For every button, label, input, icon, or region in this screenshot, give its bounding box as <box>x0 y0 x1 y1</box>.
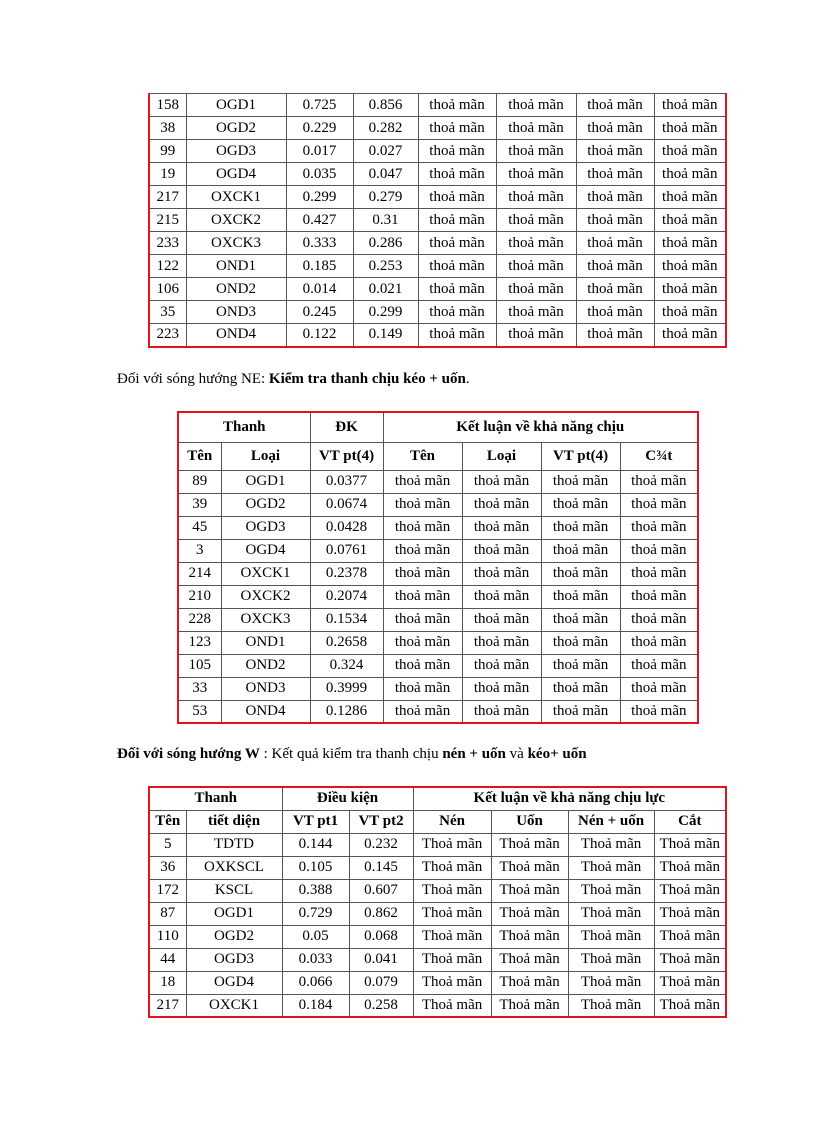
paragraph-ne <box>117 371 470 388</box>
table-cell: 0.068 <box>349 925 413 948</box>
t3-group-thanh: Thanh <box>149 787 282 810</box>
table-cell: thoả mãn <box>462 539 541 562</box>
table-cell: Thoả mãn <box>654 902 726 925</box>
t2-col-ten: Tên <box>178 442 221 470</box>
table-cell: thoả mãn <box>383 677 462 700</box>
table-cell: 33 <box>178 677 221 700</box>
table-cell: thoả mãn <box>620 654 698 677</box>
table-cell: 0.245 <box>286 301 353 324</box>
table-row <box>149 232 726 255</box>
table-cell: 106 <box>149 278 186 301</box>
table-cell: 0.3999 <box>310 677 383 700</box>
table-cell: thoả mãn <box>496 324 576 347</box>
table-cell: 0.324 <box>310 654 383 677</box>
table-cell: thoả mãn <box>496 117 576 140</box>
table-cell: 0.105 <box>282 856 349 879</box>
table-cell: 5 <box>149 833 186 856</box>
table-cell: OGD4 <box>221 539 310 562</box>
table-cell: 0.035 <box>286 163 353 186</box>
table-cell: 0.1286 <box>310 700 383 723</box>
table-cell: 214 <box>178 562 221 585</box>
table-cell: 87 <box>149 902 186 925</box>
table-cell: Thoả mãn <box>413 856 491 879</box>
table-cell: thoả mãn <box>654 278 726 301</box>
table-cell: thoả mãn <box>383 631 462 654</box>
table-cell: thoả mãn <box>576 163 654 186</box>
t3-col-uon: Uốn <box>491 810 568 833</box>
table-cell: 0.184 <box>282 994 349 1017</box>
table-cell: thoả mãn <box>462 562 541 585</box>
table-cell: 0.021 <box>353 278 418 301</box>
table-row <box>178 493 698 516</box>
table-cell: thoả mãn <box>462 654 541 677</box>
table-cell: 0.725 <box>286 94 353 117</box>
table-row <box>149 324 726 347</box>
table-cell: 0.299 <box>353 301 418 324</box>
table-cell: 0.388 <box>282 879 349 902</box>
table-cell: 38 <box>149 117 186 140</box>
table-cell: 228 <box>178 608 221 631</box>
table-cell: 0.027 <box>353 140 418 163</box>
table-cell: 217 <box>149 994 186 1017</box>
table-cell: thoả mãn <box>654 232 726 255</box>
table-row <box>149 925 726 948</box>
table-cell: 0.253 <box>353 255 418 278</box>
table-cell: thoả mãn <box>541 608 620 631</box>
t3-col-nen: Nén <box>413 810 491 833</box>
t2-col-vtpt4-2: VT pt(4) <box>541 442 620 470</box>
t3-col-vtpt1: VT pt1 <box>282 810 349 833</box>
table-cell: 158 <box>149 94 186 117</box>
table-cell: 19 <box>149 163 186 186</box>
table-cell: 0.017 <box>286 140 353 163</box>
para-w-bold1: Đối với sóng hướng W <box>117 746 260 762</box>
table-cell: OGD3 <box>186 140 286 163</box>
table-cell: thoả mãn <box>654 117 726 140</box>
table-cell: thoả mãn <box>620 631 698 654</box>
para-ne-bold: Kiểm tra thanh chịu kéo + uốn <box>268 371 466 387</box>
table-cell: Thoả mãn <box>654 994 726 1017</box>
table-cell: 0.145 <box>349 856 413 879</box>
t3-col-cat: Cắt <box>654 810 726 833</box>
table-cell: 39 <box>178 493 221 516</box>
table-cell: OND2 <box>186 278 286 301</box>
table-cell: thoả mãn <box>462 585 541 608</box>
t2-group-thanh: Thanh <box>178 412 310 442</box>
table-cell: thoả mãn <box>576 209 654 232</box>
table-cell: OGD1 <box>221 470 310 493</box>
table-cell: KSCL <box>186 879 282 902</box>
table-cell: thoả mãn <box>418 140 496 163</box>
table-cell: 35 <box>149 301 186 324</box>
table-cell: 44 <box>149 948 186 971</box>
table-cell: OGD2 <box>186 117 286 140</box>
table-cell: 89 <box>178 470 221 493</box>
table-cell: thoả mãn <box>383 470 462 493</box>
table-cell: 36 <box>149 856 186 879</box>
t3-col-tietdien: tiết diện <box>186 810 282 833</box>
table-row <box>149 94 726 117</box>
table-cell: Thoả mãn <box>654 948 726 971</box>
table-cell: 0.729 <box>282 902 349 925</box>
table-row <box>178 677 698 700</box>
table-cell: thoả mãn <box>654 301 726 324</box>
para-ne-prefix: Đối với sóng hướng NE: <box>117 371 269 387</box>
table-cell: thoả mãn <box>654 186 726 209</box>
table-cell: 0.079 <box>349 971 413 994</box>
table-cell: thoả mãn <box>462 516 541 539</box>
table-cell: thoả mãn <box>576 301 654 324</box>
t3-group-dieukien: Điều kiện <box>282 787 413 810</box>
table-cell: thoả mãn <box>418 301 496 324</box>
para-w-mid: : Kết quả kiểm tra thanh chịu <box>259 746 443 762</box>
table-cell: Thoả mãn <box>491 856 568 879</box>
table-cell: thoả mãn <box>541 493 620 516</box>
table-cell: 0.333 <box>286 232 353 255</box>
table-cell: thoả mãn <box>576 255 654 278</box>
table-cell: 0.122 <box>286 324 353 347</box>
table-cell: 210 <box>178 585 221 608</box>
table-cell: thoả mãn <box>418 94 496 117</box>
table-cell: 0.185 <box>286 255 353 278</box>
table-cell: Thoả mãn <box>568 971 654 994</box>
table-cell: Thoả mãn <box>568 833 654 856</box>
table-cell: Thoả mãn <box>568 948 654 971</box>
table-cell: 0.607 <box>349 879 413 902</box>
table-row <box>149 833 726 856</box>
table-cell: 0.279 <box>353 186 418 209</box>
table-cell: 45 <box>178 516 221 539</box>
table-row <box>178 539 698 562</box>
para-w-bold3: kéo+ uốn <box>527 746 587 762</box>
table-cell: thoả mãn <box>576 94 654 117</box>
table-cell: thoả mãn <box>541 516 620 539</box>
table-cell: Thoả mãn <box>413 971 491 994</box>
table-cell: thoả mãn <box>620 608 698 631</box>
table-row <box>149 994 726 1017</box>
table-cell: thoả mãn <box>620 562 698 585</box>
table-cell: 3 <box>178 539 221 562</box>
table-cell: thoả mãn <box>383 608 462 631</box>
table-cell: thoả mãn <box>383 654 462 677</box>
table-cell: OND1 <box>221 631 310 654</box>
table-cell: OND4 <box>221 700 310 723</box>
table-ne <box>177 411 699 724</box>
table-cell: thoả mãn <box>462 470 541 493</box>
table-cell: Thoả mãn <box>491 925 568 948</box>
table-row <box>149 140 726 163</box>
table-cell: 215 <box>149 209 186 232</box>
table-row <box>149 186 726 209</box>
table-cell: thoả mãn <box>418 232 496 255</box>
table-cell: 0.047 <box>353 163 418 186</box>
table-cell: thoả mãn <box>383 700 462 723</box>
table-cell: 0.2658 <box>310 631 383 654</box>
table-cell: Thoả mãn <box>491 902 568 925</box>
table-cell: thoả mãn <box>654 209 726 232</box>
table-row <box>178 562 698 585</box>
table-cell: Thoả mãn <box>413 925 491 948</box>
table-cell: thoả mãn <box>541 585 620 608</box>
table-cell: Thoả mãn <box>654 971 726 994</box>
table-cell: thoả mãn <box>654 140 726 163</box>
table-cell: thoả mãn <box>496 140 576 163</box>
table-cell: thoả mãn <box>620 539 698 562</box>
t3-col-ten: Tên <box>149 810 186 833</box>
table-row <box>178 654 698 677</box>
table-cell: Thoả mãn <box>413 833 491 856</box>
table-cell: 0.0377 <box>310 470 383 493</box>
table-cell: 0.0674 <box>310 493 383 516</box>
table-cell: thoả mãn <box>383 585 462 608</box>
table-row <box>149 209 726 232</box>
table-cell: 99 <box>149 140 186 163</box>
table-cell: OXKSCL <box>186 856 282 879</box>
t2-col-cat: C¾t <box>620 442 698 470</box>
table-cell: 223 <box>149 324 186 347</box>
table-cell: OGD3 <box>221 516 310 539</box>
table-cell: thoả mãn <box>496 301 576 324</box>
table-cell: thoả mãn <box>576 140 654 163</box>
table-row <box>149 255 726 278</box>
table-row <box>149 856 726 879</box>
table-cell: thoả mãn <box>541 677 620 700</box>
table-w <box>148 786 727 1018</box>
table-cell: Thoả mãn <box>568 856 654 879</box>
table-row <box>149 301 726 324</box>
table-row <box>149 948 726 971</box>
table-cell: thoả mãn <box>496 186 576 209</box>
table-cell: Thoả mãn <box>491 994 568 1017</box>
table-cell: 53 <box>178 700 221 723</box>
table-cell: Thoả mãn <box>654 879 726 902</box>
table-cell: Thoả mãn <box>491 879 568 902</box>
table-row <box>149 117 726 140</box>
table-cell: thoả mãn <box>383 539 462 562</box>
table-cell: thoả mãn <box>654 255 726 278</box>
table-cell: thoả mãn <box>462 631 541 654</box>
t2-group-ketluan: Kết luận về khả năng chịu <box>383 412 698 442</box>
table-cell: 0.286 <box>353 232 418 255</box>
table-cell: 0.149 <box>353 324 418 347</box>
table-row <box>149 278 726 301</box>
table-cell: Thoả mãn <box>413 994 491 1017</box>
table-continuation <box>148 93 727 348</box>
table-cell: 105 <box>178 654 221 677</box>
table-cell: thoả mãn <box>462 677 541 700</box>
table-cell: thoả mãn <box>654 94 726 117</box>
table-cell: 0.282 <box>353 117 418 140</box>
table-cell: 0.232 <box>349 833 413 856</box>
table-cell: 0.299 <box>286 186 353 209</box>
para-w-bold2: nén + uốn <box>442 746 506 762</box>
table-cell: 0.014 <box>286 278 353 301</box>
table-cell: thoả mãn <box>383 516 462 539</box>
table-cell: 0.1534 <box>310 608 383 631</box>
table-cell: thoả mãn <box>418 117 496 140</box>
table-cell: OND4 <box>186 324 286 347</box>
table-cell: Thoả mãn <box>413 879 491 902</box>
table-cell: OND2 <box>221 654 310 677</box>
t3-group-ketluan: Kết luận về khả năng chịu lực <box>413 787 726 810</box>
table-cell: thoả mãn <box>620 493 698 516</box>
table-cell: thoả mãn <box>418 209 496 232</box>
table-row <box>149 902 726 925</box>
table-cell: Thoả mãn <box>654 833 726 856</box>
table-cell: thoả mãn <box>462 700 541 723</box>
table-cell: 0.427 <box>286 209 353 232</box>
table-cell: Thoả mãn <box>413 948 491 971</box>
table-cell: thoả mãn <box>418 255 496 278</box>
table-cell: OXCK3 <box>186 232 286 255</box>
table-cell: thoả mãn <box>418 278 496 301</box>
table-cell: Thoả mãn <box>568 925 654 948</box>
t2-col-loai2: Loại <box>462 442 541 470</box>
table-cell: Thoả mãn <box>568 902 654 925</box>
table-cell: OND1 <box>186 255 286 278</box>
table-row <box>178 631 698 654</box>
table-cell: OND3 <box>186 301 286 324</box>
table-cell: Thoả mãn <box>654 925 726 948</box>
table-cell: thoả mãn <box>620 677 698 700</box>
table-cell: OXCK2 <box>221 585 310 608</box>
table-cell: thoả mãn <box>576 324 654 347</box>
table-cell: Thoả mãn <box>491 833 568 856</box>
table-cell: 0.862 <box>349 902 413 925</box>
table-cell: Thoả mãn <box>413 902 491 925</box>
table-cell: thoả mãn <box>541 631 620 654</box>
table-row <box>149 163 726 186</box>
table-cell: thoả mãn <box>576 186 654 209</box>
table-cell: OXCK1 <box>186 186 286 209</box>
para-ne-suffix: . <box>465 371 470 387</box>
t3-col-vtpt2: VT pt2 <box>349 810 413 833</box>
table-cell: 0.066 <box>282 971 349 994</box>
table-cell: thoả mãn <box>462 608 541 631</box>
table-cell: 0.144 <box>282 833 349 856</box>
table-cell: thoả mãn <box>418 324 496 347</box>
table-cell: thoả mãn <box>418 186 496 209</box>
table-cell: 0.041 <box>349 948 413 971</box>
table-cell: thoả mãn <box>541 562 620 585</box>
paragraph-w <box>117 746 587 763</box>
table-cell: 18 <box>149 971 186 994</box>
t2-col-loai: Loại <box>221 442 310 470</box>
table-cell: thoả mãn <box>620 585 698 608</box>
table-cell: 0.033 <box>282 948 349 971</box>
table-cell: thoả mãn <box>620 470 698 493</box>
table-cell: thoả mãn <box>541 470 620 493</box>
table-cell: 0.0761 <box>310 539 383 562</box>
table-cell: thoả mãn <box>541 700 620 723</box>
table-cell: OGD2 <box>221 493 310 516</box>
table-cell: 122 <box>149 255 186 278</box>
table-cell: OGD1 <box>186 902 282 925</box>
table-cell: 123 <box>178 631 221 654</box>
table-cell: OXCK2 <box>186 209 286 232</box>
table-cell: thoả mãn <box>496 255 576 278</box>
table-row <box>178 585 698 608</box>
t2-col-vtpt4: VT pt(4) <box>310 442 383 470</box>
table-cell: OXCK1 <box>186 994 282 1017</box>
table-row <box>178 700 698 723</box>
table-cell: TDTD <box>186 833 282 856</box>
table-cell: thoả mãn <box>418 163 496 186</box>
table-cell: thoả mãn <box>496 163 576 186</box>
table-cell: OGD3 <box>186 948 282 971</box>
table-cell: OND3 <box>221 677 310 700</box>
table-row <box>178 470 698 493</box>
table-cell: thoả mãn <box>496 209 576 232</box>
table-cell: Thoả mãn <box>568 879 654 902</box>
table-cell: 172 <box>149 879 186 902</box>
table-cell: OGD4 <box>186 163 286 186</box>
table-cell: OXCK1 <box>221 562 310 585</box>
table-cell: 0.258 <box>349 994 413 1017</box>
table-row <box>178 608 698 631</box>
table-cell: Thoả mãn <box>654 856 726 879</box>
table-cell: thoả mãn <box>541 539 620 562</box>
table-cell: 0.05 <box>282 925 349 948</box>
table-cell: thoả mãn <box>620 516 698 539</box>
table-cell: thoả mãn <box>654 324 726 347</box>
table-cell: 217 <box>149 186 186 209</box>
t3-col-nen-uon: Nén + uốn <box>568 810 654 833</box>
table-cell: thoả mãn <box>654 163 726 186</box>
table-cell: 0.856 <box>353 94 418 117</box>
table-cell: 110 <box>149 925 186 948</box>
table-row <box>149 879 726 902</box>
table-cell: 0.229 <box>286 117 353 140</box>
table-cell: 0.0428 <box>310 516 383 539</box>
table-cell: OXCK3 <box>221 608 310 631</box>
table-cell: OGD1 <box>186 94 286 117</box>
table-cell: thoả mãn <box>576 117 654 140</box>
table-row <box>178 516 698 539</box>
table-cell: thoả mãn <box>496 94 576 117</box>
table-cell: thoả mãn <box>462 493 541 516</box>
table-row <box>149 971 726 994</box>
table-cell: thoả mãn <box>383 562 462 585</box>
table-cell: thoả mãn <box>620 700 698 723</box>
table-cell: 233 <box>149 232 186 255</box>
table-cell: OGD2 <box>186 925 282 948</box>
table-cell: Thoả mãn <box>491 971 568 994</box>
table-cell: thoả mãn <box>576 232 654 255</box>
table-cell: 0.2074 <box>310 585 383 608</box>
table-cell: OGD4 <box>186 971 282 994</box>
table-cell: 0.31 <box>353 209 418 232</box>
table-cell: thoả mãn <box>541 654 620 677</box>
table-cell: thoả mãn <box>496 232 576 255</box>
table-cell: thoả mãn <box>383 493 462 516</box>
table-cell: thoả mãn <box>576 278 654 301</box>
t2-group-dk: ĐK <box>310 412 383 442</box>
table-cell: Thoả mãn <box>568 994 654 1017</box>
table-cell: 0.2378 <box>310 562 383 585</box>
table-cell: thoả mãn <box>496 278 576 301</box>
para-w-and: và <box>505 746 528 762</box>
table-cell: Thoả mãn <box>491 948 568 971</box>
t2-col-ten2: Tên <box>383 442 462 470</box>
